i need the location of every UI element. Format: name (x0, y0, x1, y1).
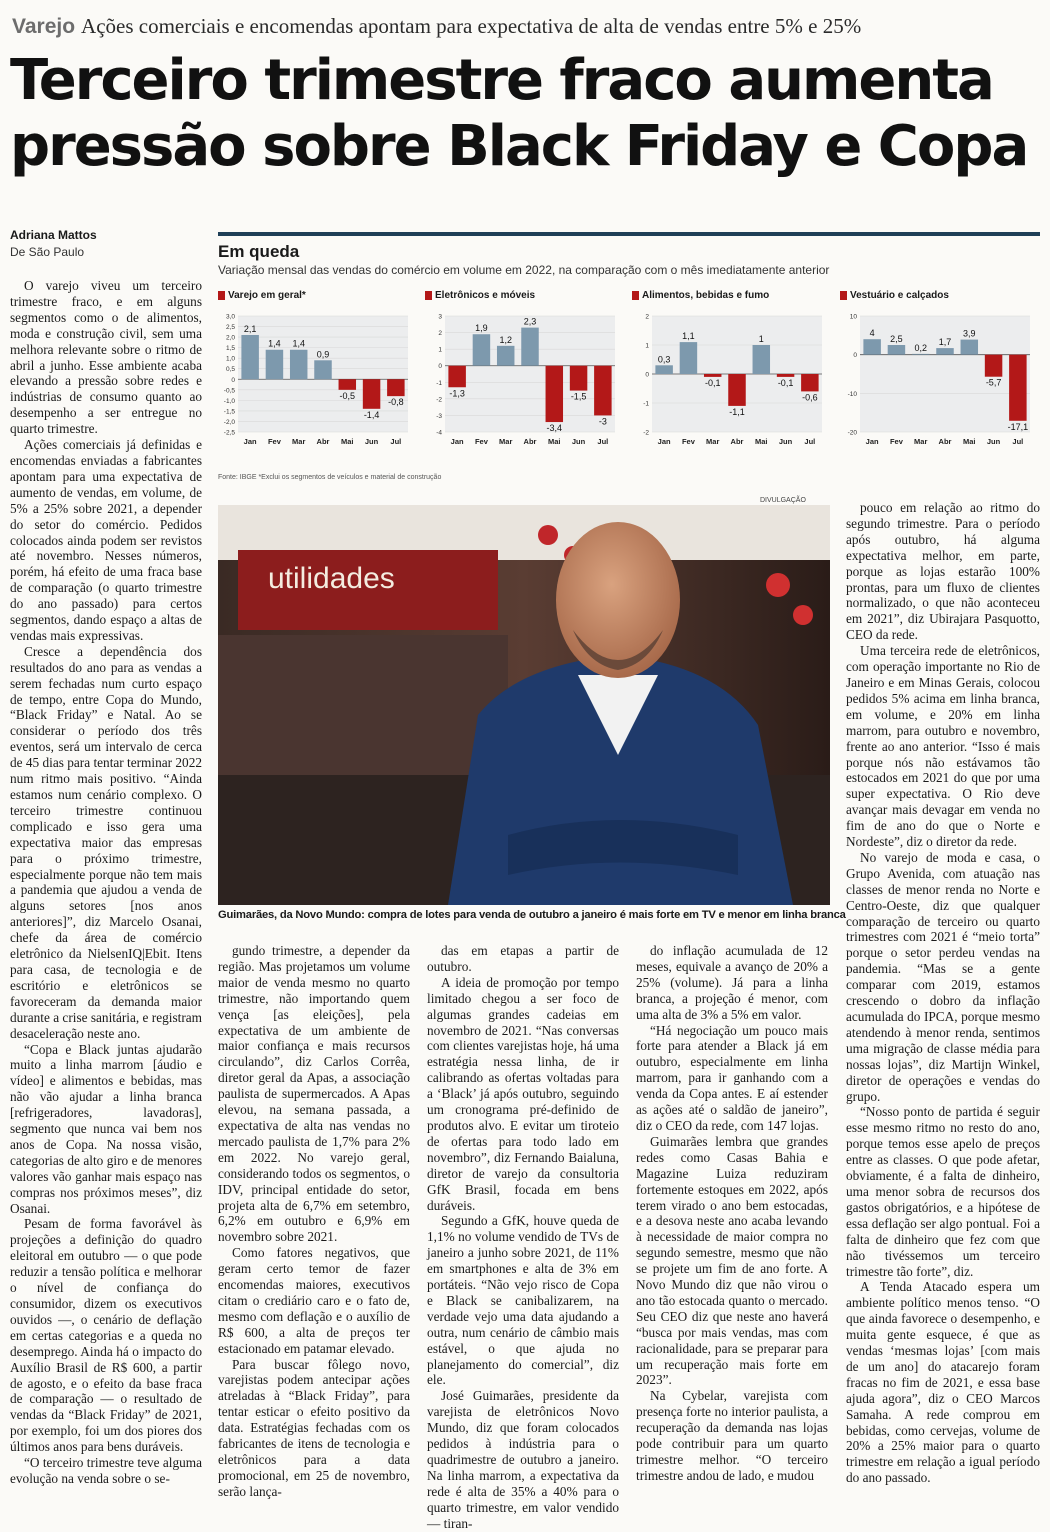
y-tick-label: -4 (436, 429, 442, 437)
data-label: 1,4 (292, 338, 305, 349)
x-tick-label: Abr (316, 437, 330, 446)
balloon (766, 573, 790, 597)
plot-area (860, 316, 1030, 432)
headline (10, 48, 1040, 180)
data-label: -0,6 (802, 392, 818, 403)
bar-mai (961, 340, 978, 355)
x-tick-label: Jul (390, 437, 402, 446)
store-interior (218, 635, 508, 775)
bar-fev (266, 350, 283, 380)
data-label: -3,4 (546, 423, 563, 434)
y-tick-label: 0,5 (225, 366, 235, 374)
paragraph: Na Cybelar, varejista com presença forte no interior paulista, a recuperação da demanda nas lojas pode contribuir para um quarto trimestre melhor. “O terceiro trimestre andou de lado, e mudou (636, 1388, 828, 1483)
data-label: -0,1 (704, 377, 721, 388)
x-tick-label: Jul (1012, 437, 1024, 446)
y-tick-label: -1 (643, 400, 649, 408)
y-tick-label: 1,0 (225, 355, 235, 363)
paragraph: “Há negociação um pouco mais forte para atender a Black já em outubro, especialmente em linha marrom, para ir ganhando com a venda da Copa antes. E aí estender as ações até o saldão de janeiro”, diz o CEO da rede, com 147 lojas. (636, 1022, 828, 1133)
infographic-title: Em queda (218, 242, 300, 261)
data-label: -1,5 (570, 391, 587, 402)
y-tick-label: 0 (853, 352, 857, 360)
y-tick-label: -20 (847, 429, 857, 437)
data-label: -1,3 (449, 388, 465, 399)
column-1 (10, 278, 202, 1486)
data-label: -0,1 (777, 377, 794, 388)
y-tick-label: 0 (438, 363, 442, 371)
paragraph: Como fatores negativos, que geram certo temor de fazer encomendas maiores, executivos citam o crediário caro e o fato de, mesmo com deflação e o auxílio de R$ 600, a alta de preços ter estacionado em patamar elevado. (218, 1245, 410, 1356)
photo (218, 505, 830, 905)
kicker (12, 14, 1042, 39)
balloon (793, 605, 813, 625)
infographic-subtitle: Variação mensal das vendas do comércio em volume em 2022, na comparação com o mês imediatamente anterior (218, 263, 830, 277)
data-label: -0,5 (339, 390, 356, 401)
paragraph: O varejo viveu um terceiro trimestre fraco, e em alguns segmentos como o de alimentos, moda e construção civil, sem uma melhora relevante sobre o ritmo de abril a junho. Esse ambiente acaba elevando a pressão sobre redes e indústrias de consumo quanto ao desempenho a ser entregue no quarto trimestre. (10, 278, 202, 437)
x-tick-label: Fev (474, 437, 488, 446)
bar-jun (570, 366, 587, 391)
x-tick-label: Fev (889, 437, 903, 446)
chart-svg (218, 308, 418, 470)
infographic-source: Fonte: IBGE *Exclui os segmentos de veículos e material de construção (218, 474, 442, 481)
photo-caption: Guimarães, da Novo Mundo: compra de lotes para venda de outubro a janeiro é mais forte em TV e menor em linha branca (218, 909, 846, 921)
chart-title: Alimentos, bebidas e fumo (632, 290, 832, 301)
data-label: 2,1 (243, 323, 257, 334)
data-label: -1,1 (729, 406, 745, 417)
x-tick-label: Abr (938, 437, 952, 446)
x-tick-label: Jun (778, 437, 793, 446)
y-tick-label: 2,0 (225, 334, 235, 342)
x-tick-label: Jul (597, 437, 609, 446)
balloon (538, 525, 558, 545)
column-3 (427, 943, 619, 1531)
data-label: -3 (598, 416, 607, 427)
bar-jul (387, 379, 404, 396)
paragraph: Ações comerciais já definidas e encomendas enviadas a fabricantes apontam para uma expectativa de aumento de vendas, em volume, de 5% a 25% sobre 2021, a depender do setor do comércio. Pedidos colocados ainda podem ser revistos até novembro. Nesses números, porém, há efeito de uma fraca base de comparação (o quarto trimestre do ano passado) para certos segmentos, dando espaço a altas de vendas mais expressivas. (10, 437, 202, 643)
paragraph: Cresce a dependência dos resultados do ano para as vendas a serem fechadas num curto espaço de tempo, entre Copa do Mundo, “Black Friday” e Natal. Ao se considerar o período dos três eventos, será um intervalo de cerca de 45 dias para tentar terminar 2022 num ritmo mais positivo. “Ainda estamos num cenário complexo. O terceiro trimestre continuou complicado e isso gera uma expectativa maior das empresas para o próximo trimestre, especialmente porque não tem mais a pandemia que ajudou a venda de alguns setores [nos anos anteriores]”, diz Marcelo Osanai, chefe da área de comércio eletrônico da NielsenIQ|Ebit. Itens para casa, de tecnologia e de escritório e eletrônicos se favoreceram da demanda maior durante a crise sanitária, e registram desaceleração neste ano. (10, 643, 202, 1041)
photo-credit: DIVULGAÇÃO (760, 497, 806, 504)
chart-svg (840, 308, 1040, 470)
paragraph: Guimarães lembra que grandes redes como Casas Bahia e Magazine Luiza reduziram fortemente estoques em 2022, após terem virado o ano bem estocadas, e a desova neste ano acaba levando à necessidade de maior compra no segundo semestre, mesmo que não se projete um fim de ano forte. A Novo Mundo diz que não virou o ano tão estocada quanto o mercado. Seu CEO diz que neste ano haverá “busca por mais vendas, mas com racionalidade, para se preparar para um recuperação mais forte em 2023”. (636, 1133, 828, 1388)
y-tick-label: 2 (438, 330, 442, 338)
paragraph: A Tenda Atacado espera um ambiente político menos tenso. “O que ainda favorece o desempenho, e muita gente esquece, é que as vendas ‘mesmas lojas’ [com mais de um ano] do atacarejo foram fracas no fim de 2021, e essa base ajuda agora”, diz o CEO Marcos Samaha. A rede comprou em bebidas, como cervejas, volume de 20% a 25% maior para o quarto trimestre em relação a igual período do ano passado. (846, 1279, 1040, 1486)
bar-jul (1009, 355, 1026, 421)
data-label: 1,7 (938, 337, 952, 348)
paragraph: A ideia de promoção por tempo limitado chegou a ser foco de algumas grandes cadeias em novembro de 2021. “Nas conversas com clientes varejistas hoje, há uma estratégia nessa linha, de ir calibrando as ofertas voltadas para a ‘Black’ já após outubro, seguindo um cronograma pré-definido de produtos alvo. E evitar um tiroteio de ofertas para todo lado em novembro”, diz Fernando Baialuna, diretor de varejo da consultoria GfK Brasil, focada em bens duráveis. (427, 974, 619, 1213)
y-tick-label: 2,5 (225, 324, 235, 332)
x-tick-label: Fev (681, 437, 695, 446)
data-label: -5,7 (985, 377, 1002, 388)
y-tick-label: 1,5 (225, 345, 235, 353)
data-label: 2,3 (523, 316, 537, 327)
paragraph: pouco em relação ao ritmo do segundo trimestre. Para o período após outubro, há alguma expectativa melhor, em parte, porque as lojas estarão 100% prontas, para um fluxo de clientes normalizado, o que não aconteceu em 2021”, diz Ubirajara Pasquotto, CEO da rede. (846, 500, 1040, 643)
bar-fev (888, 345, 905, 355)
bar-fev (680, 342, 697, 374)
x-tick-label: Jan (865, 437, 879, 446)
author-name: Adriana Mattos (10, 228, 97, 242)
y-tick-label: 1 (645, 342, 649, 350)
bar-mar (704, 374, 721, 377)
person-head (556, 522, 680, 678)
infographic-rule (218, 232, 1040, 236)
x-tick-label: Mai (755, 437, 768, 446)
x-tick-label: Jun (364, 437, 379, 446)
y-tick-label: -2,0 (223, 418, 235, 426)
paragraph: Uma terceira rede de eletrônicos, com operação importante no Rio de Janeiro e em Minas Gerais, colocou pedidos 5% acima em linha branca, em volume, e 20% em linha marrom, para outubro e novembro, frente ao ano anterior. “Isso é mais porque nós não estávamos tão estocados em 2021 do que por uma super expectativa. O Rio deve avançar mais devagar em venda no fim de ano do que o Norte e Nordeste”, diz o diretor da rede. (846, 643, 1040, 850)
chart-svg (632, 308, 832, 470)
y-tick-label: 3,0 (225, 313, 235, 321)
x-tick-label: Jun (571, 437, 586, 446)
y-tick-label: 10 (849, 313, 857, 321)
store-sign: utilidades (268, 562, 395, 595)
author-location: De São Paulo (10, 245, 85, 259)
x-tick-label: Jun (986, 437, 1001, 446)
bar-abr (314, 360, 331, 379)
y-tick-label: 0 (231, 376, 235, 384)
x-tick-label: Mai (341, 437, 354, 446)
y-tick-label: -1 (436, 379, 442, 387)
photo-illustration (218, 505, 830, 905)
x-tick-label: Mai (963, 437, 976, 446)
x-tick-label: Mai (548, 437, 561, 446)
paragraph: das em etapas a partir de outubro. (427, 943, 619, 974)
data-label: -1,4 (363, 409, 380, 420)
x-tick-label: Mar (499, 437, 513, 446)
y-tick-label: 0 (645, 371, 649, 379)
data-label: 1,2 (499, 334, 512, 345)
paragraph: gundo trimestre, a depender da região. Mas projetamos um volume maior de venda mesmo no quarto trimestre, não importando quem vença [as eleições], pela expectativa de um ambiente de maior confiança e mais recursos circulando”, diz Carlos Corrêa, diretor geral da Apas, a associação paulista de supermercados. A Apas elevou, na semana passada, a expectativa de alta nas vendas no mercado paulista de 1,7% para 2% em 2022. No varejo geral, considerando todos os segmentos, o IDV, principal entidade do setor, projeta alta de 6,7% em setembro, 6,2% em outubro e 6,9% em novembro sobre 2021. (218, 943, 410, 1245)
paragraph: Pesam de forma favorável às projeções a definição do quadro eleitoral em outubro — o que pode reduzir a tensão política e melhorar o nível de confiança do consumidor, dizem os executivos ouvidos —, o cenário de deflação em certas categorias e a queda no desemprego. Ainda há o impacto do Auxílio Brasil de R$ 600, a partir de agosto, e o efeito da base fraca de comparação — o resultado de vendas da “Black Friday” de 2021, por exemplo, foi um dos piores dos últimos anos para bens duráveis. (10, 1216, 202, 1455)
chart-varejo (218, 290, 418, 470)
chart-title: Eletrônicos e móveis (425, 290, 625, 301)
y-tick-label: -3 (436, 412, 442, 420)
bar-abr (521, 328, 538, 366)
chart-title: Vestuário e calçados (840, 290, 1040, 301)
bar-jul (801, 374, 818, 391)
data-label: -0,8 (388, 397, 404, 408)
byline (10, 228, 200, 259)
paragraph: do inflação acumulada de 12 meses, equivale a avanço de 20% a 25% (volume). Já para a linha branca, a projeção é menor, com uma alta de 3% a 5% em valor. (636, 943, 828, 1022)
bar-jan (655, 365, 672, 374)
infographic (218, 232, 1040, 490)
x-tick-label: Abr (523, 437, 537, 446)
headline-line-1: Terceiro trimestre fraco aumenta (10, 48, 993, 113)
y-tick-label: -2,5 (223, 429, 235, 437)
y-tick-label: -1,0 (223, 397, 235, 405)
data-label: 1,4 (268, 338, 281, 349)
bar-mai (339, 379, 356, 390)
section-label: Varejo (12, 15, 76, 38)
data-label: 0,2 (914, 342, 927, 353)
y-tick-label: -2 (436, 396, 442, 404)
data-label: 1,9 (475, 323, 488, 334)
bar-jun (985, 355, 1002, 377)
paragraph: “Nosso ponto de partida é seguir esse mesmo ritmo no resto do ano, porque temos esse apelo de preços entre as classes. O que pode afetar, obviamente, é a falta de dinheiro, uma menor sobra de recursos dos gastos obrigatórios, e a hipótese de essa deflação ser algo pontual. Foi a falta de dinheiro que fez com que não tivéssemos um terceiro trimestre tão forte”, diz. (846, 1104, 1040, 1279)
bar-jun (363, 379, 380, 409)
bar-jan (448, 366, 465, 388)
x-tick-label: Abr (730, 437, 744, 446)
y-tick-label: -1,5 (223, 408, 235, 416)
y-tick-label: -10 (847, 390, 857, 398)
bar-abr (936, 348, 953, 355)
paragraph: Segundo a GfK, houve queda de 1,1% no volume vendido de TVs de janeiro a junho sobre 2021, de 11% em smartphones e alta de 3% em portáteis. “Não vejo risco de Copa e Black se canibalizarem, na verdade vejo uma data ajudando a outra, num cenário de câmbio mais estável, o que ajuda no planejamento do comercial”, diz ele. (427, 1213, 619, 1388)
bar-abr (728, 374, 745, 406)
x-tick-label: Fev (267, 437, 281, 446)
bar-jan (241, 335, 258, 379)
chart-eletronicos (425, 290, 625, 470)
paragraph: José Guimarães, presidente da varejista de eletrônicos Novo Mundo, diz que foram colocados pedidos à indústria para o quadrimestre de outubro a janeiro. Na linha marrom, a expectativa da rede é alta de 35% a 40% para o quarto trimestre, em valor vendido — tiran- (427, 1388, 619, 1531)
headline-line-2: pressão sobre Black Friday e Copa (10, 114, 1028, 179)
paragraph: No varejo de moda e casa, o Grupo Avenida, com atuação nas classes de menor renda no Norte e Centro-Oeste, diz que qualquer comparação de terceiro ou quarto trimestres com 2021 é “meio torta” porque o setor perdeu vendas na pandemia. “Mas se a gente comparar com 2019, estamos crescendo o dobro da inflação acumulada do IPCA, porque mesmo atendendo à menor renda, sentimos uma migração de classe média para nossas lojas”, diz Martijn Winkel, diretor de operações e vendas do grupo. (846, 849, 1040, 1104)
column-5 (846, 500, 1040, 1486)
data-label: 1,1 (682, 331, 695, 342)
column-4 (636, 943, 828, 1483)
chart-svg (425, 308, 625, 470)
bar-jul (594, 366, 611, 416)
bar-mar (912, 354, 929, 355)
bar-mar (497, 346, 514, 366)
data-label: 0,3 (657, 354, 671, 365)
x-tick-label: Jan (450, 437, 464, 446)
chart-title: Varejo em geral* (218, 290, 418, 301)
x-tick-label: Jan (657, 437, 671, 446)
y-tick-label: -2 (643, 429, 649, 437)
paragraph: “Copa e Black juntas ajudarão muito a linha marrom [áudio e vídeo] e alimentos e bebidas, mas não vão ajudar a linha branca [refrigeradores, lavadoras], segmento que nunca vai bem nos anos de Copa. Na nossa visão, categorias de alto giro e de menores valores vão ganhar mais espaço nas compras nos próximos meses”, diz Osanai. (10, 1041, 202, 1216)
y-tick-label: 3 (438, 313, 442, 321)
y-tick-label: -0,5 (223, 387, 235, 395)
kicker-text: Ações comerciais e encomendas apontam para expectativa de alta de vendas entre 5% e 25% (81, 14, 862, 38)
data-label: -17,1 (1007, 421, 1029, 432)
paragraph: Para buscar fôlego novo, varejistas podem antecipar ações atreladas à “Black Friday”, para tentar esticar o efeito positivo da data. Estratégias fechadas com os fabricantes de itens de tecnologia e eletrônicos para a data promocional, em 25 de novembro, serão lança- (218, 1356, 410, 1499)
y-tick-label: 1 (438, 346, 442, 354)
x-tick-label: Mar (706, 437, 720, 446)
paragraph: “O terceiro trimestre teve alguma evolução na venda sobre o se- (10, 1455, 202, 1486)
bar-jun (777, 374, 794, 377)
chart-vestuario (840, 290, 1040, 470)
x-tick-label: Mar (914, 437, 928, 446)
column-2 (218, 943, 410, 1499)
data-label: 2,5 (890, 334, 903, 344)
charts-row (218, 290, 1040, 470)
bar-fev (473, 334, 490, 365)
data-label: 1 (758, 334, 764, 344)
x-tick-label: Jan (243, 437, 257, 446)
data-label: 0,9 (316, 349, 330, 360)
data-label: 3,9 (963, 328, 976, 339)
bar-mai (753, 345, 770, 374)
bar-mar (290, 350, 307, 380)
data-label: 4 (869, 328, 875, 339)
x-tick-label: Jul (804, 437, 816, 446)
bar-jan (863, 339, 880, 354)
bar-mai (546, 366, 563, 422)
chart-alimentos (632, 290, 832, 470)
x-tick-label: Mar (292, 437, 306, 446)
y-tick-label: 2 (645, 313, 649, 321)
